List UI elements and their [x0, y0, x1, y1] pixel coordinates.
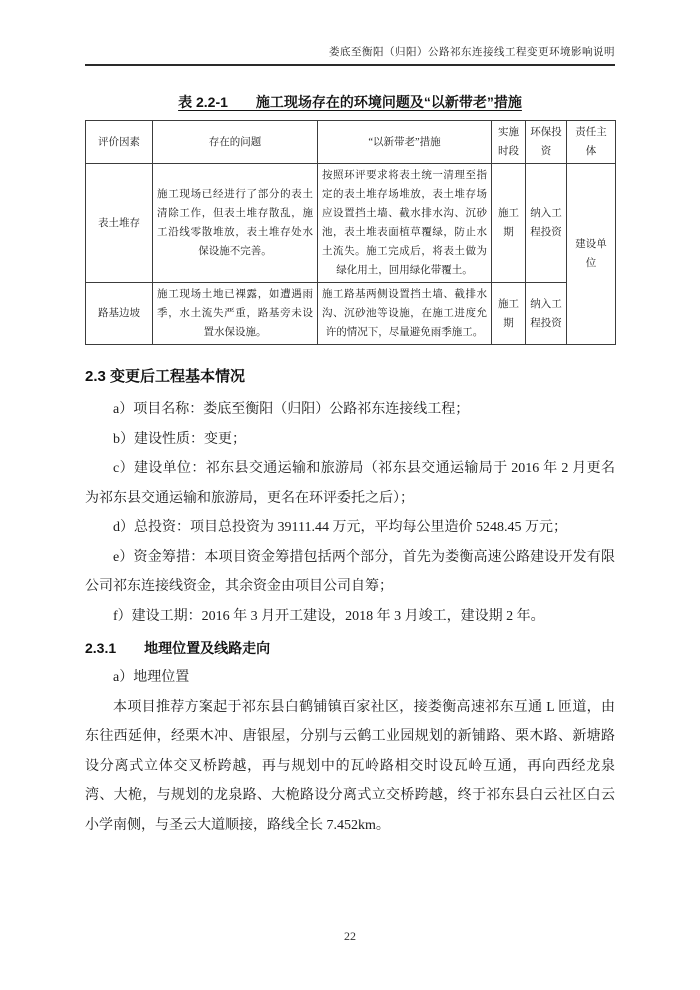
section-2-3-body	[85, 395, 615, 631]
table-row	[86, 164, 616, 283]
item-total-investment: d）总投资：项目总投资为 39111.44 万元，平均每公里造价 5248.45 万元；	[113, 520, 567, 535]
cell-factor-topsoil: 表土堆存	[86, 164, 153, 283]
section-title-2-3-1: 2.3.1 地理位置及线路走向	[85, 640, 271, 656]
cell-factor-slope: 路基边坡	[86, 283, 153, 345]
page-number: 22	[344, 929, 356, 943]
item-construction-unit: c）建设单位：祁东县交通运输和旅游局（祁东县交通运输局于 2016 年 2 月更名为祁东县交通运输和旅游局，更名在环评委托之后）；	[85, 461, 615, 506]
cell-investment-slope: 纳入工程投资	[526, 283, 567, 345]
env-measures-table	[85, 120, 616, 345]
col-header-factor: 评价因素	[86, 121, 153, 164]
col-header-problem: 存在的问题	[153, 121, 318, 164]
cell-period-slope: 施工期	[492, 283, 526, 345]
cell-responsibility-merged: 建设单位	[567, 164, 616, 345]
paragraph-route-description: 本项目推荐方案起于祁东县白鹤铺镇百家社区，接娄衡高速祁东互通 L 匝道，由东往西延伸，经栗木冲、唐银屋，分别与云鹤工业园规划的新铺路、栗木路、新塘路设分离式立体交叉桥跨越，再与规划中的瓦岭路相交时设瓦岭互通，再向西经龙泉湾、大桅，与规划的龙泉路、大桅路设分离式立交桥跨越，终于祁东县白云社区白云小学南侧，与圣云大道顺接，路线全长 7.452km。	[85, 699, 615, 833]
table-row	[86, 283, 616, 345]
section-2-3-1-body	[85, 663, 615, 840]
item-construction-nature: b）建设性质：变更；	[113, 431, 246, 447]
cell-measure-slope: 施工路基两侧设置挡土墙、截排水沟、沉砂池等设施，在施工进度允许的情况下，尽量避免雨季施工。	[318, 283, 492, 345]
table-header-row	[86, 121, 616, 164]
col-header-investment: 环保投资	[526, 121, 567, 164]
cell-problem-slope: 施工现场土地已裸露，如遭遇雨季，水土流失严重，路基旁未设置水保设施。	[153, 283, 318, 345]
col-header-measure: “以新带老”措施	[318, 121, 492, 164]
item-funding: e）资金筹措：本项目资金筹措包括两个部分，首先为娄衡高速公路建设开发有限公司祁东连接线资金，其余资金由项目公司自筹；	[85, 549, 615, 594]
cell-measure-topsoil: 按照环评要求将表土统一清理至指定的表土堆存场堆放，表土堆存场应设置挡土墙、截水排水沟、沉砂池，表土堆表面植草覆绿，防止水土流失。施工完成后，将表土做为绿化用土，回用绿化带覆土。	[318, 164, 492, 283]
col-header-responsibility: 责任主体	[567, 121, 616, 164]
item-construction-period: f）建设工期：2016 年 3 月开工建设，2018 年 3 月竣工，建设期 2 年。	[113, 608, 545, 624]
cell-period-topsoil: 施工期	[492, 164, 526, 283]
subitem-geographic-location: a）地理位置	[113, 670, 190, 685]
section-title-2-3: 2.3 变更后工程基本情况	[85, 368, 246, 385]
cell-problem-topsoil: 施工现场已经进行了部分的表土清除工作，但表土堆存散乱，施工沿线零散堆放，表土堆存处水保设施不完善。	[153, 164, 318, 283]
col-header-period: 实施时段	[492, 121, 526, 164]
cell-investment-topsoil: 纳入工程投资	[526, 164, 567, 283]
running-header: 娄底至衡阳（归阳）公路祁东连接线工程变更环境影响说明	[85, 46, 615, 66]
item-project-name: a）项目名称：娄底至衡阳（归阳）公路祁东连接线工程；	[113, 402, 470, 417]
table-caption: 表 2.2-1 施工现场存在的环境问题及“以新带老”措施	[178, 94, 522, 110]
